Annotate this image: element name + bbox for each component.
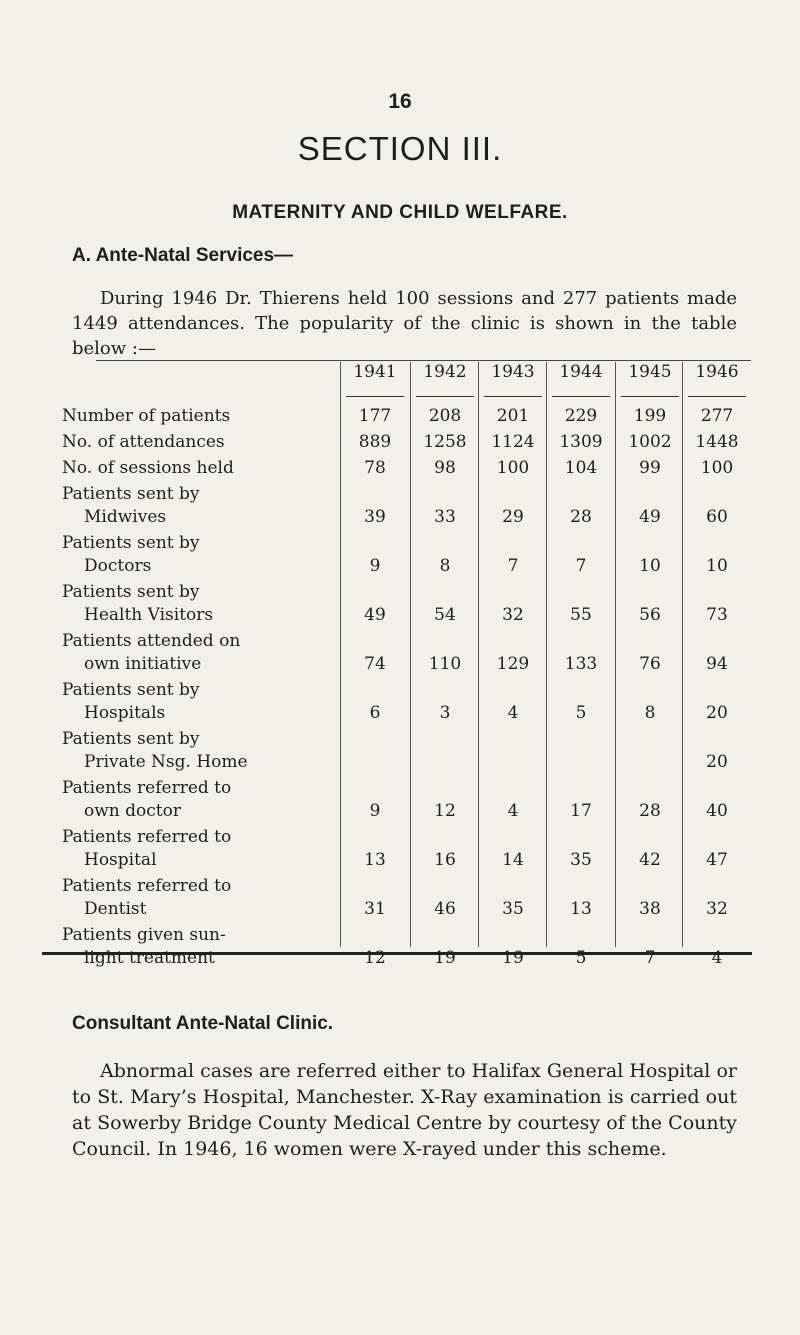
section-title: SECTION III. xyxy=(297,130,503,167)
year-header: 1942 xyxy=(423,362,467,382)
column-rule xyxy=(340,362,341,947)
row-label: Dentist xyxy=(84,899,147,919)
table-cell: 8 xyxy=(439,556,451,576)
consultant-heading: Consultant Ante-Natal Clinic. xyxy=(72,1013,334,1034)
column-rule xyxy=(478,362,479,947)
year-header: 1943 xyxy=(491,362,535,382)
section-subtitle: MATERNITY AND CHILD WELFARE. xyxy=(232,202,568,223)
table-cell: 129 xyxy=(496,654,530,674)
table-cell: 60 xyxy=(706,507,728,527)
table-cell: 40 xyxy=(706,801,728,821)
table-cell: 100 xyxy=(496,458,530,478)
table-cell: 94 xyxy=(706,654,728,674)
row-label: own doctor xyxy=(84,801,181,821)
table-cell: 12 xyxy=(364,948,386,968)
page-number: 16 xyxy=(388,90,412,113)
table-cell: 78 xyxy=(364,458,386,478)
year-header: 1941 xyxy=(353,362,397,382)
table-cell: 9 xyxy=(369,801,381,821)
table-cell: 3 xyxy=(439,703,451,723)
row-label: Patients sent by xyxy=(62,729,200,749)
table-top-rule xyxy=(96,360,751,361)
table-cell: 7 xyxy=(575,556,587,576)
row-label: Doctors xyxy=(84,556,152,576)
table-cell: 110 xyxy=(428,654,462,674)
table-cell: 20 xyxy=(706,703,728,723)
table-cell: 47 xyxy=(706,850,728,870)
column-rule xyxy=(410,362,411,947)
table-cell: 32 xyxy=(706,899,728,919)
table-cell: 133 xyxy=(564,654,598,674)
table-cell: 32 xyxy=(502,605,524,625)
table-cell: 10 xyxy=(706,556,728,576)
row-label: Patients referred to xyxy=(62,827,232,847)
row-label: Midwives xyxy=(84,507,167,527)
table-cell: 208 xyxy=(428,406,462,426)
table-cell: 1258 xyxy=(423,432,467,452)
table-cell: 29 xyxy=(502,507,524,527)
ante-natal-intro: During 1946 Dr. Thierens held 100 sessions and 277 patients made 1449 attendances. The popularity of the clinic is shown in the table below :— xyxy=(72,288,737,359)
table-cell: 98 xyxy=(434,458,456,478)
table-cell: 7 xyxy=(507,556,519,576)
attendance-table xyxy=(42,360,754,968)
year-header-underline xyxy=(416,396,474,397)
year-header-underline xyxy=(484,396,542,397)
table-cell: 1448 xyxy=(695,432,739,452)
ante-natal-heading: A. Ante-Natal Services— xyxy=(72,245,294,266)
table-cell: 49 xyxy=(364,605,386,625)
table-cell: 20 xyxy=(706,752,728,772)
table-cell: 99 xyxy=(639,458,661,478)
table-cell: 16 xyxy=(434,850,456,870)
row-label: Patients given sun- xyxy=(62,925,226,945)
table-cell: 28 xyxy=(639,801,661,821)
table-cell: 46 xyxy=(434,899,456,919)
table-cell: 10 xyxy=(639,556,661,576)
row-label: No. of sessions held xyxy=(62,458,234,478)
year-header: 1944 xyxy=(559,362,603,382)
row-label: Patients sent by xyxy=(62,582,200,602)
table-cell: 889 xyxy=(358,432,392,452)
table-cell: 73 xyxy=(706,605,728,625)
table-cell: 1309 xyxy=(559,432,603,452)
table-cell: 1124 xyxy=(491,432,535,452)
table-cell: 13 xyxy=(364,850,386,870)
table-cell: 229 xyxy=(564,406,598,426)
table-cell: 104 xyxy=(564,458,598,478)
row-label: Patients referred to xyxy=(62,778,232,798)
table-cell: 74 xyxy=(364,654,386,674)
table-cell: 49 xyxy=(639,507,661,527)
table-cell: 6 xyxy=(369,703,381,723)
row-label: own initiative xyxy=(84,654,202,674)
year-header: 1946 xyxy=(695,362,739,382)
column-rule xyxy=(615,362,616,947)
table-cell: 4 xyxy=(507,801,519,821)
table-cell: 1002 xyxy=(628,432,672,452)
table-cell: 33 xyxy=(434,507,456,527)
table-cell: 35 xyxy=(570,850,592,870)
year-header-underline xyxy=(688,396,746,397)
consultant-text: Abnormal cases are referred either to Halifax General Hospital or to St. Mary’s Hospital, Manchester. X-Ray examination is carried out at Sowerby Bridge County Medical Centre by courtesy of the County Council. In 1946, 16 women were X-rayed under this scheme. xyxy=(72,1060,737,1160)
table-cell: 201 xyxy=(496,406,530,426)
row-label: Patients sent by xyxy=(62,533,200,553)
table-cell: 100 xyxy=(700,458,734,478)
table-cell: 14 xyxy=(502,850,524,870)
year-header-underline xyxy=(346,396,404,397)
row-label: Patients sent by xyxy=(62,680,200,700)
table-cell: 5 xyxy=(575,703,587,723)
column-rule xyxy=(546,362,547,947)
row-label: Health Visitors xyxy=(84,605,214,625)
table-cell: 31 xyxy=(364,899,386,919)
table-cell: 199 xyxy=(633,406,667,426)
year-header-underline xyxy=(621,396,679,397)
table-cell: 42 xyxy=(639,850,661,870)
table-cell: 39 xyxy=(364,507,386,527)
row-label: Patients referred to xyxy=(62,876,232,896)
table-cell: 19 xyxy=(502,948,524,968)
row-label: Number of patients xyxy=(62,406,231,426)
table-cell: 177 xyxy=(358,406,392,426)
table-cell: 54 xyxy=(434,605,456,625)
table-cell: 9 xyxy=(369,556,381,576)
table-cell: 4 xyxy=(507,703,519,723)
row-label: light treatment xyxy=(84,948,215,968)
table-cell: 17 xyxy=(570,801,592,821)
row-label: Hospital xyxy=(84,850,157,870)
table-cell: 38 xyxy=(639,899,661,919)
table-cell: 277 xyxy=(700,406,734,426)
table-cell: 35 xyxy=(502,899,524,919)
table-cell: 76 xyxy=(639,654,661,674)
year-header: 1945 xyxy=(628,362,672,382)
row-label: Patients attended on xyxy=(62,631,241,651)
year-header-underline xyxy=(552,396,610,397)
row-label: Private Nsg. Home xyxy=(84,752,248,772)
table-cell: 28 xyxy=(570,507,592,527)
table-cell: 7 xyxy=(644,948,656,968)
table-cell: 8 xyxy=(644,703,656,723)
table-cell: 19 xyxy=(434,948,456,968)
row-label: Patients sent by xyxy=(62,484,200,504)
table-cell: 4 xyxy=(711,948,723,968)
table-cell: 12 xyxy=(434,801,456,821)
table-cell: 5 xyxy=(575,948,587,968)
row-label: No. of attendances xyxy=(62,432,225,452)
row-label: Hospitals xyxy=(84,703,166,723)
table-cell: 55 xyxy=(570,605,592,625)
table-cell: 13 xyxy=(570,899,592,919)
table-cell: 56 xyxy=(639,605,661,625)
